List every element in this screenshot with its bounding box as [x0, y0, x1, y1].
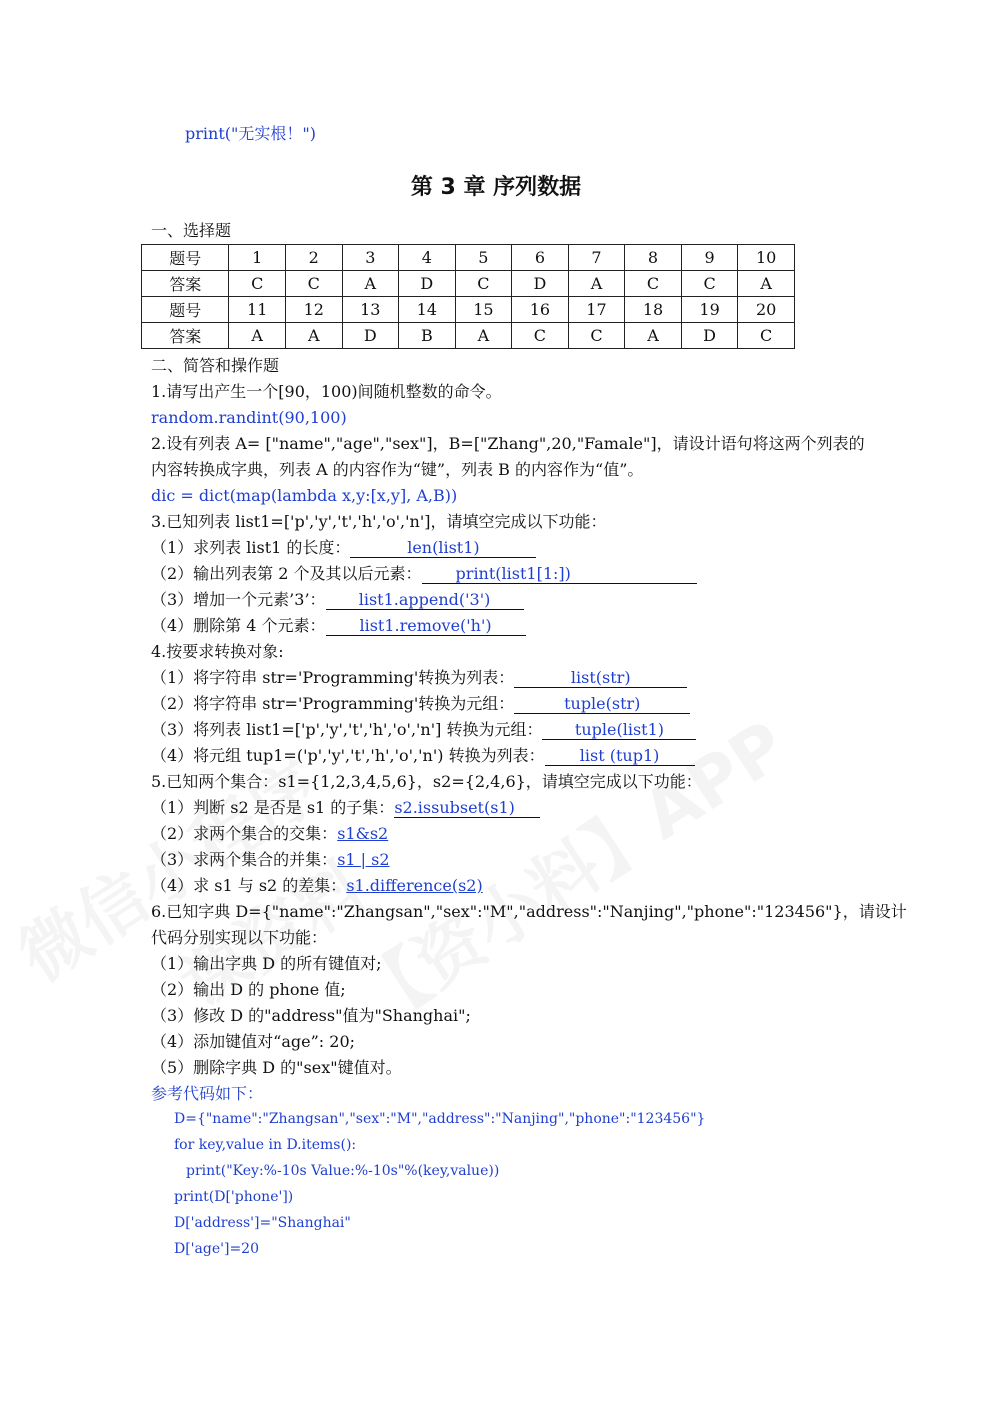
table-row — [142, 271, 795, 297]
table-cell: A — [568, 271, 625, 297]
section-heading-choice: 一、选择题 — [151, 221, 232, 240]
table-cell: C — [568, 323, 625, 349]
question-5-item-4: （4）求 s1 与 s2 的差集：s1.difference(s2) — [151, 876, 483, 895]
table-cell: 14 — [399, 297, 456, 323]
table-cell: 1 — [229, 245, 286, 271]
table-cell: D — [342, 323, 399, 349]
chapter-title: 第 3 章 序列数据 — [410, 175, 582, 200]
table-cell: 9 — [681, 245, 738, 271]
table-cell: C — [681, 271, 738, 297]
table-cell: 5 — [455, 245, 512, 271]
answer-table — [141, 244, 795, 349]
question-5-item-1: （1）判断 s2 是否是 s1 的子集：s2.issubset(s1) — [151, 798, 540, 818]
question-6-item-2: （2）输出 D 的 phone 值; — [151, 980, 346, 999]
blank-answer: tuple(list1) — [542, 720, 696, 740]
table-row — [142, 323, 795, 349]
question-3: 3.已知列表 list1=['p','y','t','h','o','n']，请填空完成以下功能： — [151, 512, 607, 531]
question-4-item-4: （4）将元组 tup1=('p','y','t','h','o','n') 转换为列表： list (tup1) — [151, 746, 695, 766]
blank-answer: list(str) — [514, 668, 687, 688]
table-cell: A — [625, 323, 682, 349]
question-6-item-4: （4）添加键值对“age”: 20; — [151, 1032, 356, 1051]
table-cell: C — [229, 271, 286, 297]
table-row — [142, 245, 795, 271]
answer-underlined: s1&s2 — [337, 824, 389, 843]
table-cell: A — [455, 323, 512, 349]
code-line-2: for key,value in D.items(): — [174, 1137, 357, 1153]
table-cell: 4 — [399, 245, 456, 271]
table-cell: D — [512, 271, 569, 297]
table-cell: 8 — [625, 245, 682, 271]
table-row-header: 答案 — [142, 271, 229, 297]
question-5-item-2: （2）求两个集合的交集：s1&s2 — [151, 824, 389, 843]
section-heading-short: 二、简答和操作题 — [151, 356, 280, 375]
blank-answer: s2.issubset(s1) — [394, 798, 540, 818]
table-cell: 7 — [568, 245, 625, 271]
question-5-item-3: （3）求两个集合的并集：s1 | s2 — [151, 850, 390, 869]
table-cell: C — [455, 271, 512, 297]
table-cell: C — [738, 323, 795, 349]
question-3-item-2: （2）输出列表第 2 个及其以后元素： print(list1[1:]) — [151, 564, 697, 584]
table-cell: 6 — [512, 245, 569, 271]
blank-answer: print(list1[1:]) — [422, 564, 697, 584]
table-cell: 3 — [342, 245, 399, 271]
table-cell: 17 — [568, 297, 625, 323]
code-line-3: print("Key:%-10s Value:%-10s"%(key,value)) — [186, 1163, 500, 1179]
table-row — [142, 297, 795, 323]
code-line-6: D['age']=20 — [174, 1241, 259, 1257]
table-cell: 13 — [342, 297, 399, 323]
question-3-item-1: （1）求列表 list1 的长度： len(list1) — [151, 538, 536, 558]
question-6-item-5: （5）删除字典 D 的"sex"键值对。 — [151, 1058, 402, 1077]
question-6-line-1: 6.已知字典 D={"name":"Zhangsan","sex":"M","address":"Nanjing","phone":"123456"}，请设计 — [151, 902, 907, 921]
question-6-item-3: （3）修改 D 的"address"值为"Shanghai"; — [151, 1006, 471, 1025]
table-cell: 10 — [738, 245, 795, 271]
previous-code-line: print("无实根！") — [185, 124, 316, 143]
question-4: 4.按要求转换对象: — [151, 642, 284, 661]
table-row-header: 题号 — [142, 245, 229, 271]
table-cell: 18 — [625, 297, 682, 323]
question-2-line-1: 2.设有列表 A= ["name","age","sex"]，B=["Zhang",20,"Famale"]，请设计语句将这两个列表的 — [151, 434, 865, 453]
table-cell: A — [738, 271, 795, 297]
question-3-item-3: （3）增加一个元素’3’： list1.append('3') — [151, 590, 524, 610]
answer-2: dic = dict(map(lambda x,y:[x,y], A,B)) — [151, 486, 458, 505]
table-cell: 20 — [738, 297, 795, 323]
answer-underlined: s1 | s2 — [337, 850, 390, 869]
code-line-1: D={"name":"Zhangsan","sex":"M","address":"Nanjing","phone":"123456"} — [174, 1111, 706, 1127]
blank-answer: list1.append('3') — [326, 590, 524, 610]
answer-underlined: s1.difference(s2) — [346, 876, 483, 895]
table-cell: B — [399, 323, 456, 349]
table-cell: C — [625, 271, 682, 297]
table-row-header: 题号 — [142, 297, 229, 323]
question-3-item-4: （4）删除第 4 个元素： list1.remove('h') — [151, 616, 526, 636]
question-4-item-3: （3）将列表 list1=['p','y','t','h','o','n'] 转换为元组： tuple(list1) — [151, 720, 696, 740]
table-cell: A — [285, 323, 342, 349]
code-line-4: print(D['phone']) — [174, 1189, 294, 1205]
question-4-item-2: （2）将字符串 str='Programming'转换为元组： tuple(str) — [151, 694, 690, 714]
table-cell: 2 — [285, 245, 342, 271]
table-cell: 15 — [455, 297, 512, 323]
question-6-line-2: 代码分别实现以下功能： — [151, 928, 328, 947]
blank-answer: tuple(str) — [514, 694, 690, 714]
table-cell: C — [285, 271, 342, 297]
table-cell: 19 — [681, 297, 738, 323]
blank-answer: len(list1) — [350, 538, 536, 558]
table-cell: C — [512, 323, 569, 349]
question-5: 5.已知两个集合：s1={1,2,3,4,5,6}，s2={2,4,6}，请填空完成以下功能： — [151, 772, 702, 791]
table-cell: 11 — [229, 297, 286, 323]
table-cell: D — [681, 323, 738, 349]
reference-code-label: 参考代码如下： — [151, 1084, 264, 1103]
code-line-5: D['address']="Shanghai" — [174, 1215, 351, 1231]
question-4-item-1: （1）将字符串 str='Programming'转换为列表： list(str) — [151, 668, 687, 688]
blank-answer: list (tup1) — [545, 746, 695, 766]
table-cell: 16 — [512, 297, 569, 323]
table-cell: D — [399, 271, 456, 297]
table-cell: A — [229, 323, 286, 349]
question-2-line-2: 内容转换成字典，列表 A 的内容作为“键”，列表 B 的内容作为“值”。 — [151, 460, 644, 479]
table-row-header: 答案 — [142, 323, 229, 349]
blank-answer: list1.remove('h') — [326, 616, 526, 636]
table-cell: A — [342, 271, 399, 297]
question-1: 1.请写出产生一个[90，100)间随机整数的命令。 — [151, 382, 502, 401]
question-6-item-1: （1）输出字典 D 的所有键值对; — [151, 954, 382, 973]
table-cell: 12 — [285, 297, 342, 323]
answer-1: random.randint(90,100) — [151, 408, 347, 427]
